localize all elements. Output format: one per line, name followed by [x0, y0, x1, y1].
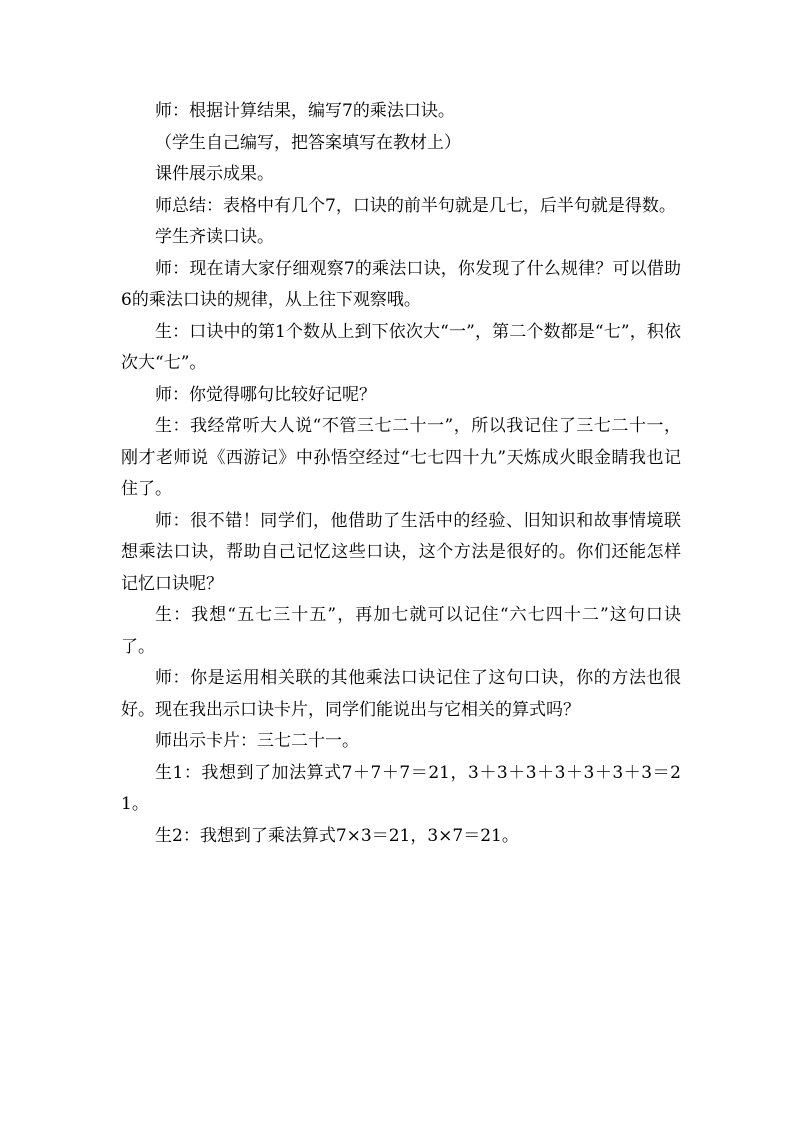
paragraph-show-results: 课件展示成果。: [155, 164, 274, 184]
paragraph-student-fill: （学生自己编写，把答案填写在教材上）: [155, 132, 461, 153]
paragraph-read-aloud: 学生齐读口诀。: [155, 227, 274, 247]
paragraph-teacher-observe: 师：现在请大家仔细观察7的乘法口诀，你发现了什么规律？可以借助6的乘法口诀的规律，从上往下观察哦。: [121, 258, 681, 310]
paragraph-student-method: 生：我想“五七三十五”，再加七就可以记住“六七四十二”这句口诀了。: [121, 605, 681, 657]
paragraph-student-addition: 生1：我想到了加法算式7＋7＋7＝21，3＋3＋3＋3＋3＋3＋3＝21。: [121, 762, 682, 814]
paragraph-teacher-card: 师：你是运用相关联的其他乘法口诀记住了这句口诀，你的方法也很好。现在我出示口诀卡片，同学们能说出与它相关的算式吗？: [121, 668, 681, 720]
document-body: [121, 96, 681, 852]
paragraph-card-shown: 师出示卡片：三七二十一。: [155, 731, 359, 751]
paragraph-student-pattern: 生：口诀中的第1个数从上到下依次大“一”，第二个数都是“七”，积依次大“七”。: [121, 321, 681, 373]
paragraph-teacher-summary: 师总结：表格中有几个7，口诀的前半句就是几七，后半句就是得数。: [155, 195, 676, 216]
paragraph-teacher-question: 师：你觉得哪句比较好记呢？: [155, 384, 376, 405]
paragraph-student-memory: 生：我经常听大人说“不管三七二十一”，所以我记住了三七二十一，刚才老师说《西游记》中孙悟空经过“七七四十九”天炼成火眼金睛我也记住了。: [121, 416, 681, 499]
paragraph-teacher-compile: 师：根据计算结果，编写7的乘法口诀。: [155, 101, 455, 121]
paragraph-teacher-praise: 师：很不错！同学们，他借助了生活中的经验、旧知识和故事情境联想乘法口诀，帮助自己记忆这些口诀，这个方法是很好的。你们还能怎样记忆口诀呢？: [121, 510, 681, 594]
paragraph-student-multiplication: 生2：我想到了乘法算式7×3＝21，3×7＝21。: [155, 825, 519, 846]
